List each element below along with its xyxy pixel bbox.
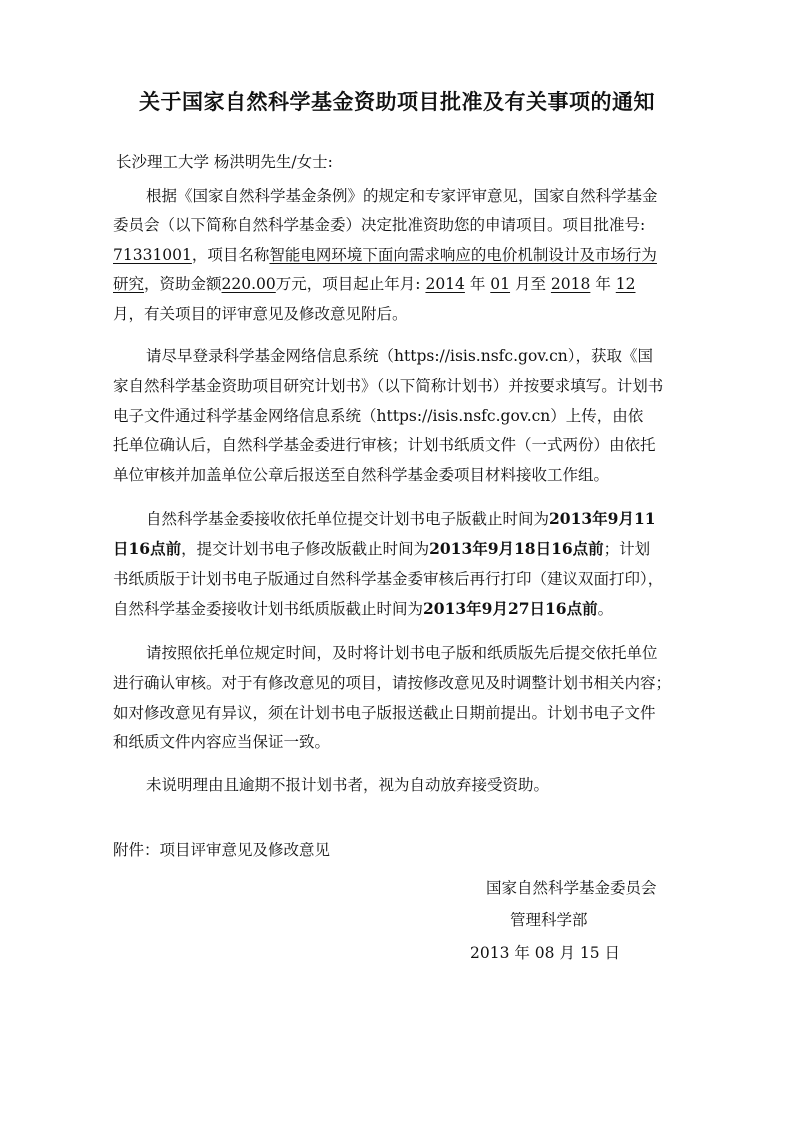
- p2-line-1: 请尽早登录科学基金网络信息系统（https://isis.nsfc.gov.cn），获取《国: [146, 347, 654, 365]
- p2-line-4: 托单位确认后，自然科学基金委进行审核；计划书纸质文件（一式两份）由依托: [113, 436, 656, 454]
- p4-line-3: 如对修改意见有异议，须在计划书电子版报送截止日期前提出。计划书电子文件: [113, 704, 656, 722]
- p2-line-5: 单位审核并加盖单位公章后报送至自然科学基金委项目材料接收工作组。: [113, 466, 610, 484]
- p3-line-2: 日16点前，提交计划书电子修改版截止时间为2013年9月18日16点前；计划: [113, 539, 651, 558]
- p4-line-2: 进行确认审核。对于有修改意见的项目，请按修改意见及时调整计划书相关内容；: [113, 674, 672, 692]
- p2-line-3: 电子文件通过科学基金网络信息系统（https://isis.nsfc.gov.cn）上传，由依: [113, 407, 644, 425]
- p5-line: 未说明理由且逾期不报计划书者，视为自动放弃接受资助。: [146, 776, 550, 794]
- p3-line-3: 书纸质版于计划书电子版通过自然科学基金委审核后再行打印（建议双面打印），: [113, 570, 664, 588]
- p1-line-3: 71331001，项目名称智能电网环境下面向需求响应的电价机制设计及市场行为: [113, 246, 657, 264]
- p1-line-2: 委员会（以下简称自然科学基金委）决定批准资助您的申请项目。项目批准号:: [113, 216, 646, 234]
- funding-amount: 220.00: [221, 275, 276, 293]
- p1-line-4: 研究，资助金额220.00万元，项目起止年月: 2014 年 01 月至 2018 年 12: [113, 275, 636, 293]
- start-month: 01: [490, 275, 511, 293]
- revised-deadline: 2013年9月18日16点前: [429, 539, 604, 558]
- document-title: 关于国家自然科学基金资助项目批准及有关事项的通知: [139, 89, 655, 114]
- paper-deadline: 2013年9月27日16点前: [423, 599, 598, 618]
- project-title-part-1: 智能电网环境下面向需求响应的电价机制设计及市场行为: [269, 246, 657, 264]
- end-year: 2018: [550, 275, 591, 293]
- signature-dept: 管理科学部: [510, 911, 588, 929]
- p3-line-1: 自然科学基金委接收依托单位提交计划书电子版截止时间为2013年9月11: [146, 509, 656, 528]
- p3-line-4: 自然科学基金委接收计划书纸质版截止时间为2013年9月27日16点前。: [113, 599, 614, 618]
- p4-line-4: 和纸质文件内容应当保证一致。: [113, 733, 331, 751]
- p4-line-1: 请按照依托单位规定时间，及时将计划书电子版和纸质版先后提交依托单位: [146, 644, 658, 662]
- electronic-deadline: 2013年9月11: [549, 509, 656, 528]
- p2-line-2: 家自然科学基金资助项目研究计划书》（以下简称计划书）并按要求填写。计划书: [113, 377, 664, 395]
- p1-line-1: 根据《国家自然科学基金条例》的规定和专家评审意见，国家自然科学基金: [146, 187, 658, 205]
- signature-org: 国家自然科学基金委员会: [486, 879, 657, 897]
- signature-date: 2013 年 08 月 15 日: [470, 944, 621, 962]
- approval-number: 71331001: [113, 246, 192, 264]
- p1-line-5: 月，有关项目的评审意见及修改意见附后。: [113, 305, 408, 323]
- addressee: 长沙理工大学 杨洪明先生/女士:: [116, 153, 333, 171]
- end-month: 12: [615, 275, 636, 293]
- project-title-part-2: 研究: [113, 275, 145, 293]
- attachment-note: 附件：项目评审意见及修改意见: [113, 841, 331, 859]
- start-year: 2014: [425, 275, 465, 293]
